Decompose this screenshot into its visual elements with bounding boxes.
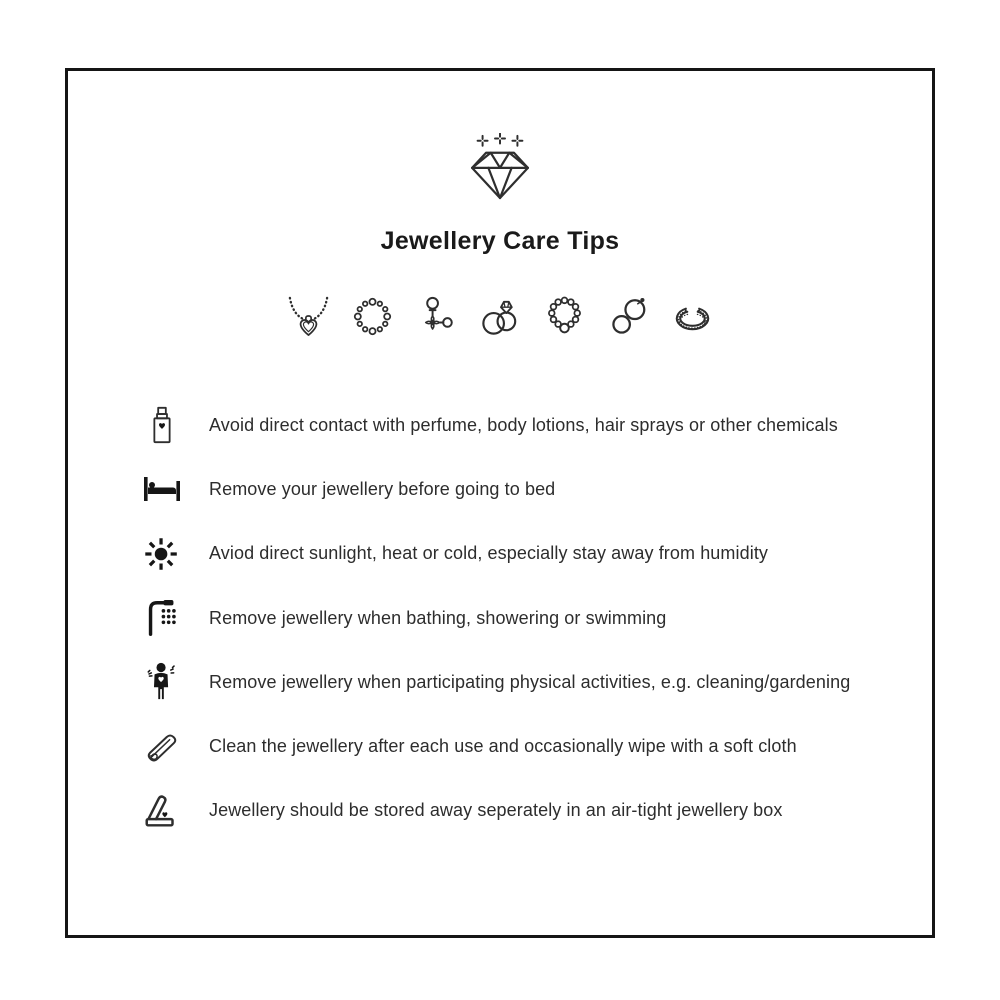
tip-text: Remove jewellery when bathing, showering or swimming [209,607,667,628]
tip-row-clean [138,714,874,778]
shower-icon [138,597,186,639]
tip-text: Remove your jewellery before going to bed [209,478,556,499]
beaded-necklace-pendant-icon [541,293,588,340]
tip-text: Remove jewellery when participating physical activities, e.g. cleaning/gardening [209,671,851,692]
hoop-earrings-icon [605,293,652,340]
page-title: Jewellery Care Tips [380,227,620,255]
tip-row-activity [138,650,874,714]
interlocked-rings-icon [477,293,524,340]
person-sweating-icon [138,660,186,704]
tip-text: Aviod direct sunlight, heat or cold, especially stay away from humidity [209,543,769,564]
jewellery-icons-row [68,293,932,340]
tip-text: Clean the jewellery after each use and occasionally wipe with a soft cloth [209,736,797,757]
tip-row-perfume [138,393,874,457]
border-frame [65,68,935,938]
jewellery-box-icon [138,790,186,832]
cuff-bangle-icon [669,293,716,340]
earring-studs-icon [413,293,460,340]
soft-cloth-icon [138,726,186,768]
tip-row-bed [138,457,874,521]
sun-icon [138,533,186,575]
tip-row-sun [138,522,874,586]
tip-text: Jewellery should be stored away seperately in an air-tight jewellery box [209,800,783,821]
heart-pendant-necklace-icon [285,293,332,340]
perfume-bottle-icon [138,404,186,446]
tip-row-shower [138,586,874,650]
tips-list [138,393,874,843]
tip-text: Avoid direct contact with perfume, body lotions, hair sprays or other chemicals [209,414,838,435]
diamond-sparkle-icon [462,133,538,210]
bed-icon [138,469,186,509]
beaded-bracelet-icon [349,293,396,340]
tip-row-storage [138,779,874,843]
